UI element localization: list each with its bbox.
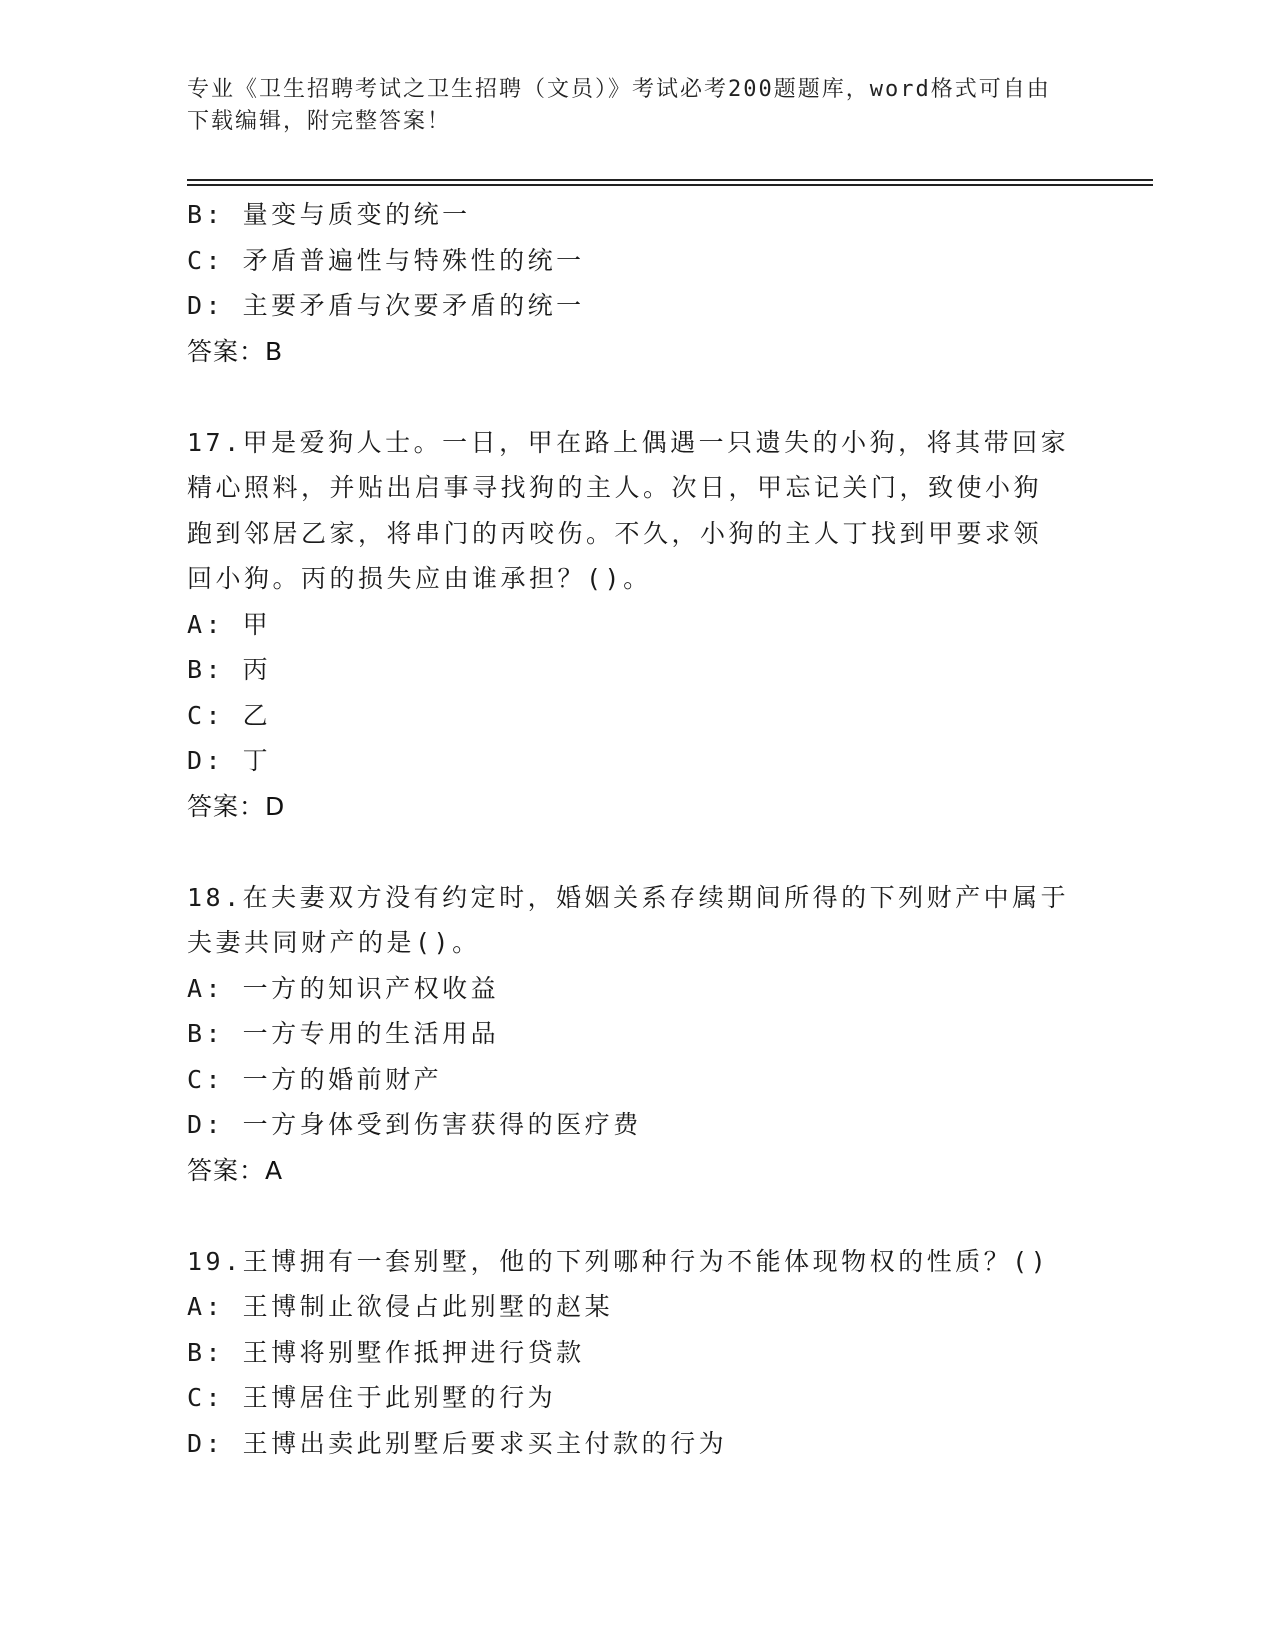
spacer bbox=[187, 829, 1087, 875]
spacer bbox=[187, 374, 1087, 420]
question-stem-line: 19.王博拥有一套别墅，他的下列哪种行为不能体现物权的性质？() bbox=[187, 1246, 1050, 1276]
option-a: A: 一方的知识产权收益 bbox=[187, 973, 500, 1003]
option-d: D: 王博出卖此别墅后要求买主付款的行为 bbox=[187, 1428, 728, 1458]
question-stem-line: 回小狗。丙的损失应由谁承担？()。 bbox=[187, 564, 652, 593]
spacer bbox=[187, 1193, 1087, 1239]
option-d: D: 一方身体受到伤害获得的医疗费 bbox=[187, 1110, 642, 1139]
option-d: D: 丁 bbox=[187, 746, 272, 775]
question-stem-line: 跑到邻居乙家，将串门的丙咬伤。不久，小狗的主人丁找到甲要求领 bbox=[187, 518, 1043, 548]
option-c: C: 乙 bbox=[187, 700, 272, 730]
question-18 bbox=[187, 875, 1087, 1194]
option-b: B: 量变与质变的统一 bbox=[187, 200, 471, 229]
question-17 bbox=[187, 420, 1087, 830]
answer: 答案：A bbox=[187, 1155, 284, 1185]
option-a: A: 王博制止欲侵占此别墅的赵某 bbox=[187, 1292, 614, 1321]
document-header: 专业《卫生招聘考试之卫生招聘（文员）》考试必考200题题库，word格式可自由下载编辑，附完整答案！ bbox=[187, 77, 1051, 134]
option-c: C: 矛盾普遍性与特殊性的统一 bbox=[187, 245, 585, 275]
option-d: D: 主要矛盾与次要矛盾的统一 bbox=[187, 291, 585, 320]
header-rule-bottom bbox=[187, 184, 1153, 186]
option-c: C: 一方的婚前财产 bbox=[187, 1064, 443, 1094]
option-b: B: 丙 bbox=[187, 655, 272, 684]
option-c: C: 王博居住于此别墅的行为 bbox=[187, 1383, 557, 1412]
question-content bbox=[187, 192, 1087, 1466]
header-rule-top bbox=[187, 179, 1153, 181]
answer: 答案：B bbox=[187, 336, 284, 366]
question-19 bbox=[187, 1239, 1087, 1467]
question-stem-line: 夫妻共同财产的是()。 bbox=[187, 928, 481, 957]
question-16-tail bbox=[187, 192, 1087, 374]
option-b: B: 一方专用的生活用品 bbox=[187, 1019, 500, 1048]
question-stem-line: 精心照料，并贴出启事寻找狗的主人。次日，甲忘记关门，致使小狗 bbox=[187, 473, 1043, 502]
question-stem-line: 18.在夫妻双方没有约定时，婚姻关系存续期间所得的下列财产中属于 bbox=[187, 882, 1070, 912]
option-b: B: 王博将别墅作抵押进行贷款 bbox=[187, 1337, 585, 1367]
question-stem-line: 17.甲是爱狗人士。一日，甲在路上偶遇一只遗失的小狗，将其带回家 bbox=[187, 427, 1070, 457]
option-a: A: 甲 bbox=[187, 609, 272, 639]
answer: 答案：D bbox=[187, 791, 286, 821]
